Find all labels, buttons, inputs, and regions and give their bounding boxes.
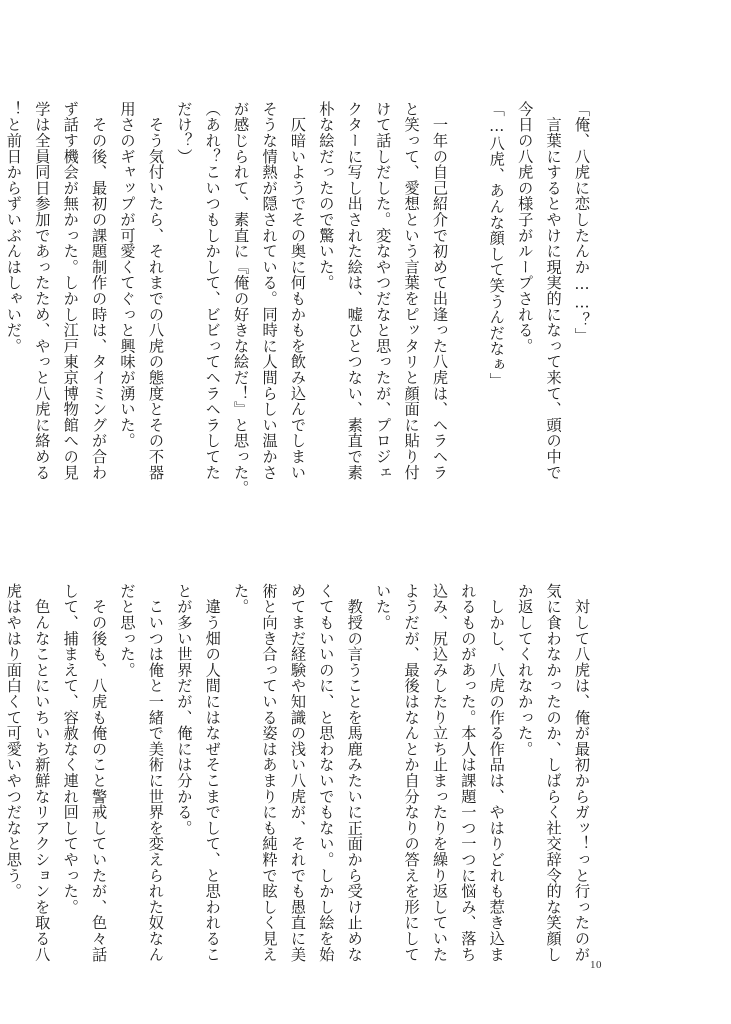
- text-line: しかし、八虎の作る作品は、やはりどれも惹き込ま: [487, 583, 506, 963]
- text-line: めてまだ経験や知識の浅い八虎が、それでも愚直に美: [288, 583, 307, 963]
- text-line: 教授の言うことを馬鹿みたいに正面から受け止めな: [345, 583, 364, 963]
- text-line: ！と前日からずいぶんはしゃいだ。: [4, 101, 23, 354]
- text-line: 仄暗いようでその奥に何もかもを飲み込んでしまい: [288, 101, 307, 481]
- text-line: クターに写し出された絵は、嘘ひとつない、素直で素: [345, 101, 364, 481]
- text-line: けて話しだした。変なやつだなと思ったが、プロジェ: [374, 101, 393, 481]
- text-line: そうな情熱が隠されている。同時に人間らしい温かさ: [260, 101, 279, 481]
- text-block-bottom: [4, 583, 596, 963]
- text-line: 対して八虎は、俺が最初からガッ！っと行ったのが: [573, 583, 591, 963]
- text-line: 色んなことにいちいち新鮮なリアクションを取る八: [33, 583, 52, 963]
- text-line: ようだが、最後はなんとか自分なりの答えを形にして: [402, 583, 421, 963]
- blank-line: [454, 101, 482, 451]
- text-line: 術と向き合っている姿はあまりにも純粋で眩しく見え: [260, 583, 279, 963]
- text-line: その後も、八虎も俺のこと警戒していたが、色々話: [90, 583, 109, 963]
- text-line: れるものがあった。本人は課題一つ一つに悩み、落ち: [459, 583, 478, 963]
- text-block-top: [4, 101, 596, 496]
- text-line: 「…八虎、あんな顔して笑うんだなぁ」: [487, 101, 506, 389]
- text-line: して、捕まえて、容赦なく連れ回してやった。: [61, 583, 80, 915]
- text-line: いた。: [374, 583, 393, 631]
- text-line: 込み、尻込みしたり立ち止まったりを繰り返していた: [430, 583, 449, 963]
- text-line: 「俺、八虎に恋したんか……？」: [573, 101, 591, 344]
- text-line: と笑って、愛想という言葉をピッタリと顔面に貼り付: [402, 101, 421, 481]
- text-line: こいつは俺と一緒で美術に世界を変えられた奴なん: [146, 583, 165, 963]
- text-line: 用さのギャップが可愛くてぐっと興味が湧いた。: [118, 101, 137, 449]
- text-line: だけ？）: [175, 101, 194, 165]
- text-line: そう気付いたら、それまでの八虎の態度とその不器: [146, 101, 165, 481]
- page-number: 10: [590, 959, 602, 971]
- text-line: とが多い世界だが、俺には分かる。: [175, 583, 194, 836]
- text-line: 学は全員同日参加であったため、やっと八虎に絡める: [33, 101, 52, 481]
- text-line: 虎はやはり面白くて可愛いやつだなと思う。: [4, 583, 23, 899]
- text-line: 今日の八虎の様子がループされる。: [516, 101, 535, 354]
- text-line: が感じられて、素直に『俺の好きな絵だ！』と思った。: [232, 101, 251, 496]
- text-line: 言葉にするとやけに現実的になって来て、頭の中で: [544, 101, 563, 481]
- text-line: だと思った。: [118, 583, 137, 678]
- text-line: 違う畑の人間にはなぜそこまでして、と思われるこ: [203, 583, 222, 963]
- text-line: か返してくれなかった。: [516, 583, 535, 757]
- text-line: くてもいいのに、と思わないでもない。しかし絵を始: [317, 583, 336, 963]
- text-line: た。: [232, 583, 251, 615]
- text-line: 朴な絵だったので驚いた。: [317, 101, 336, 291]
- text-line: ず話す機会が無かった。しかし江戸東京博物館への見: [61, 101, 80, 481]
- text-line: 一年の自己紹介で初めて出逢った八虎は、ヘラヘラ: [430, 101, 449, 481]
- text-line: （あれ？こいつもしかして、ビビってヘラヘラしてた: [203, 101, 222, 481]
- text-line: その後、最初の課題制作の時は、タイミングが合わ: [90, 101, 109, 481]
- text-line: 気に食わなかったのか、しばらく社交辞令的な笑顔し: [544, 583, 563, 963]
